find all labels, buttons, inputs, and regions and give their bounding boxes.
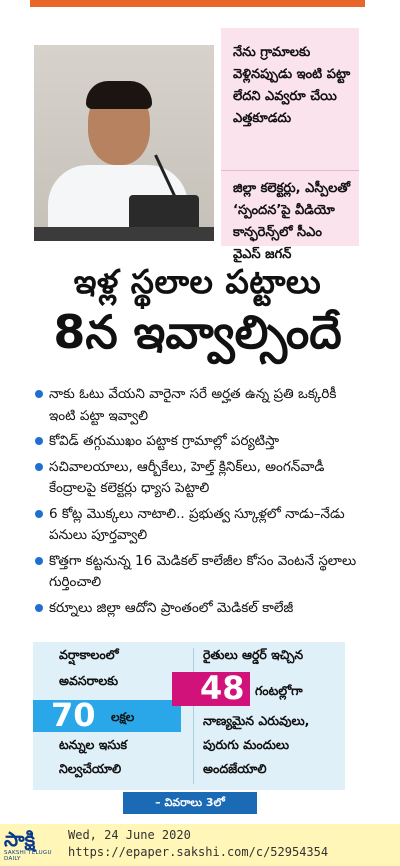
cm-photo (34, 45, 214, 241)
panel-right-line-3: పురుగు మందులు (203, 737, 290, 752)
quote-attribution: జిల్లా కలెక్టర్లు, ఎస్పీలతో ‘స్పందన’పై వీడియో కాన్ఫరెన్స్‌లో సీఎం వైఎస్‌ జగన్‌ (233, 181, 351, 262)
panel-divider (193, 648, 194, 784)
bullet-dot-icon (35, 437, 43, 445)
bullet-dot-icon (35, 557, 43, 565)
sand-stock-unit: లక్షల (111, 710, 135, 724)
headline-line-2: 8న ఇవ్వాల్సిందే (53, 305, 342, 359)
panel-left-line-3: టన్నుల ఇసుక (59, 737, 127, 752)
bullet-item: కర్నూలు జిల్లా ఆదోని ప్రాంతంలో మెడికల్‌ కాలేజీ (33, 598, 365, 620)
panel-left-line-1: వర్షాకాలంలో (59, 647, 119, 662)
more-details-tag: – వివరాలు 3లో (123, 792, 257, 814)
bullet-dot-icon (35, 390, 43, 398)
bullet-item: సచివాలయాలు, ఆర్బీకేలు, హెల్త్‌ క్లినిక్‌లు, అంగన్‌వాడీ కేంద్రాలపై కలెక్టర్లు ధ్యాస పెట్టాలి (33, 457, 365, 500)
panel-right-line-1: రైతులు ఆర్డర్‌ ఇచ్చిన (203, 647, 304, 662)
bullet-dot-icon (35, 510, 43, 518)
sand-stock-number: 70 (51, 696, 96, 734)
edition-url[interactable]: https://epaper.sakshi.com/c/52954354 (68, 845, 329, 859)
quote-divider (221, 170, 359, 171)
sakshi-logo: సాక్షి SAKSHI TELUGU DAILY (4, 827, 52, 862)
sand-stock-highlight (33, 696, 181, 734)
top-accent-rule (30, 0, 365, 7)
panel-right-line-4: అందజేయాలి (203, 761, 267, 776)
hours-unit: గంటల్లోగా (255, 683, 303, 698)
panel-right-line-2: నాణ్యమైన ఎరువులు, (203, 713, 310, 728)
bullet-item: 6 కోట్ల మొక్కలు నాటాలి.. ప్రభుత్వ స్కూళ్లలో నాడు–నేడు పనులు పూర్తవ్వాలి (33, 504, 365, 547)
bullet-dot-icon (35, 604, 43, 612)
highlights-panel (33, 642, 345, 790)
hours-number: 48 (200, 669, 245, 707)
hours-highlight (172, 669, 250, 707)
bullet-dot-icon (35, 463, 43, 471)
bullet-list (33, 384, 365, 623)
quote-box (221, 28, 359, 262)
bullet-item: కొత్తగా కట్టనున్న 16 మెడికల్‌ కాలేజీల కోసం వెంటనే స్థలాలు గుర్తించాలి (33, 551, 365, 594)
footer-meta (68, 827, 328, 861)
quote-text: నేను గ్రామాలకు వెళ్లినప్పుడు ఇంటి పట్టా లేదని ఎవ్వరూ చేయి ఎత్తకూడదు (233, 45, 351, 126)
panel-left-line-2: అవసరాలకు (59, 673, 119, 688)
edition-date: Wed, 24 June 2020 (68, 828, 191, 842)
panel-left-line-4: నిల్వచేయాలి (59, 761, 122, 776)
headline-line-1: ఇళ్ల స్థలాల పట్టాలు (73, 262, 322, 301)
bullet-item: కోవిడ్‌ తగ్గుముఖం పట్టాక గ్రామాల్లో పర్యటిస్తా (33, 431, 365, 453)
bullet-item: నాకు ఓటు వేయని వారైనా సరే అర్హత ఉన్న ప్రతి ఒక్కరికీ ఇంటి పట్టా ఇవ్వాలి (33, 384, 365, 427)
